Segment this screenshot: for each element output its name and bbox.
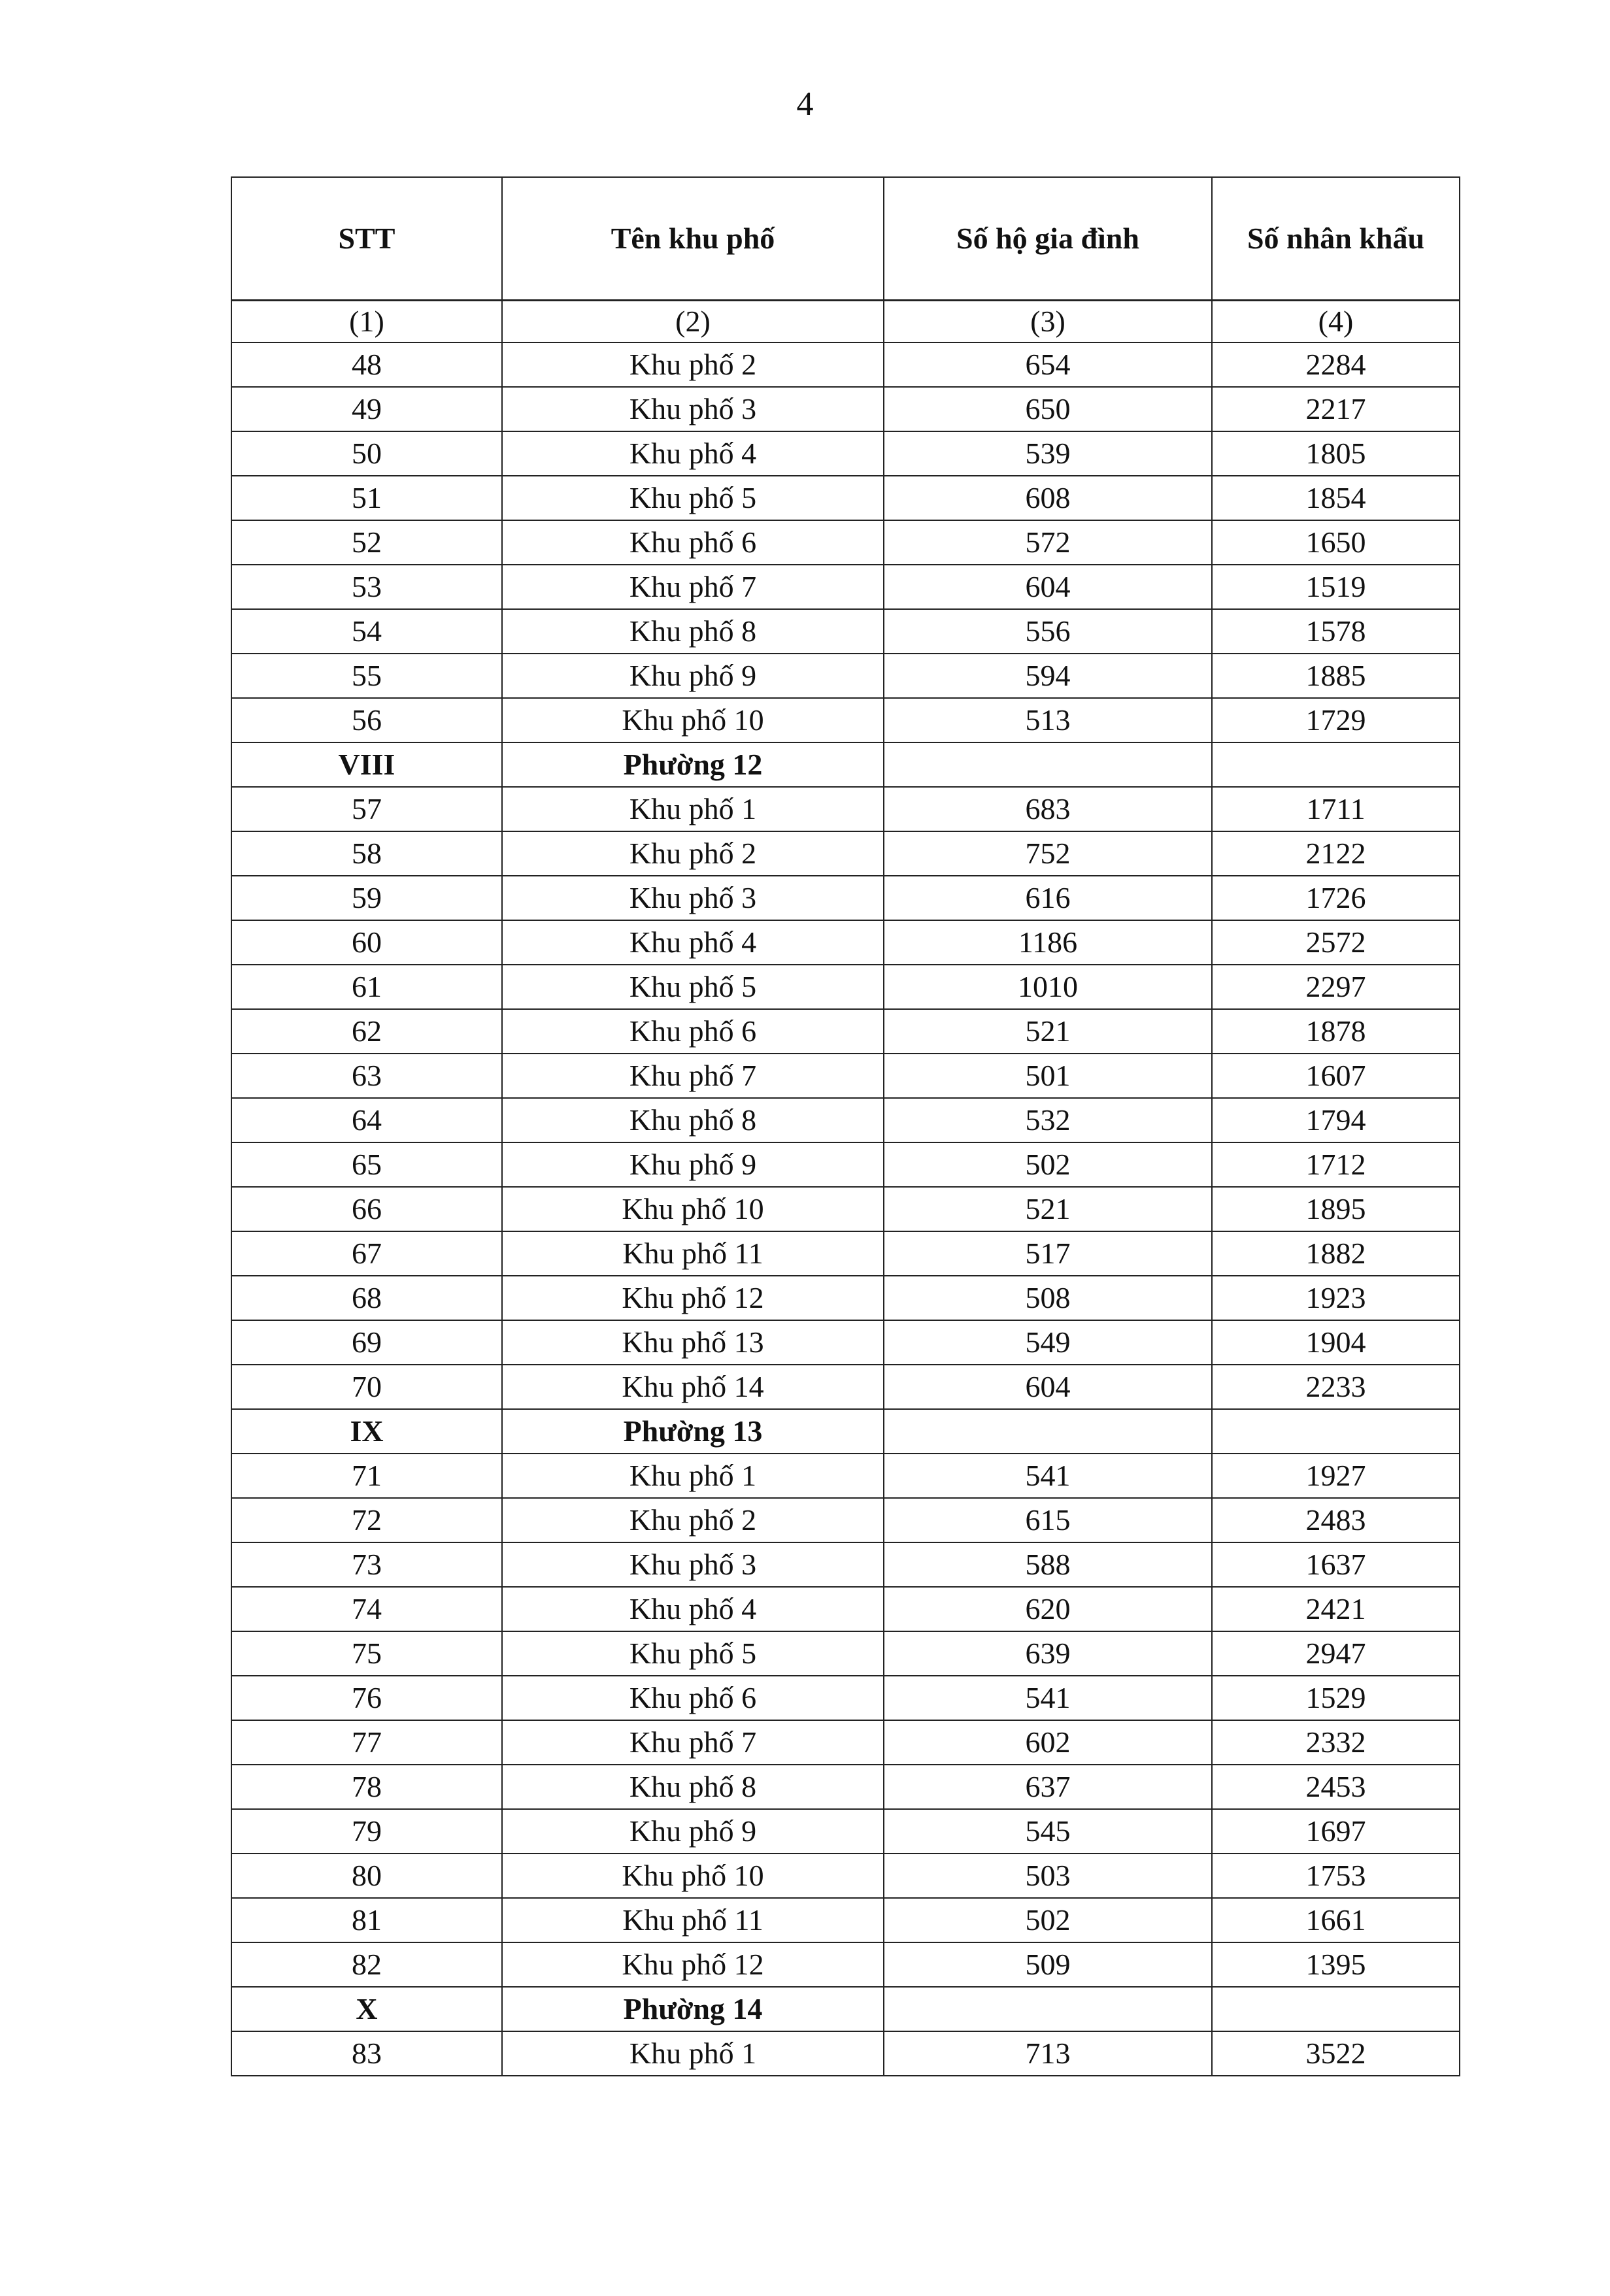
cell-stt: 74	[231, 1587, 502, 1631]
cell-name: Khu phố 9	[502, 1809, 884, 1854]
cell-households: 541	[884, 1454, 1212, 1498]
table-row	[231, 1142, 1460, 1187]
table-row	[231, 520, 1460, 565]
cell-people: 1753	[1212, 1854, 1460, 1898]
cell-households: 521	[884, 1009, 1212, 1054]
cell-stt: 57	[231, 787, 502, 831]
cell-people: 1854	[1212, 476, 1460, 520]
cell-stt: 82	[231, 1942, 502, 1987]
cell-people: 1529	[1212, 1676, 1460, 1720]
table-row	[231, 1809, 1460, 1854]
cell-name: Khu phố 1	[502, 1454, 884, 1498]
cell-households: 541	[884, 1676, 1212, 1720]
cell-name: Phường 14	[502, 1987, 884, 2031]
table-row	[231, 1720, 1460, 1765]
table-row	[231, 1765, 1460, 1809]
table-row	[231, 698, 1460, 742]
cell-name: Khu phố 1	[502, 787, 884, 831]
cell-stt: 79	[231, 1809, 502, 1854]
cell-name: Khu phố 12	[502, 1942, 884, 1987]
table-row	[231, 1898, 1460, 1942]
cell-people: 1895	[1212, 1187, 1460, 1231]
cell-stt: 63	[231, 1054, 502, 1098]
cell-households: 1186	[884, 920, 1212, 965]
cell-people: 1637	[1212, 1542, 1460, 1587]
cell-people: 1805	[1212, 431, 1460, 476]
cell-stt: 80	[231, 1854, 502, 1898]
cell-households: 513	[884, 698, 1212, 742]
cell-people: 1607	[1212, 1054, 1460, 1098]
table-row	[231, 1009, 1460, 1054]
header-stt: STT	[231, 177, 502, 301]
cell-people: 2122	[1212, 831, 1460, 876]
cell-households: 620	[884, 1587, 1212, 1631]
cell-stt: 60	[231, 920, 502, 965]
cell-stt: X	[231, 1987, 502, 2031]
cell-households: 604	[884, 1365, 1212, 1409]
cell-stt: 49	[231, 387, 502, 431]
header-row	[231, 177, 1460, 301]
table-row	[231, 1854, 1460, 1898]
table-row	[231, 1187, 1460, 1231]
cell-households: 532	[884, 1098, 1212, 1142]
cell-people: 2284	[1212, 342, 1460, 387]
cell-people	[1212, 742, 1460, 787]
cell-stt: 64	[231, 1098, 502, 1142]
cell-stt: 81	[231, 1898, 502, 1942]
cell-households: 654	[884, 342, 1212, 387]
cell-people: 2421	[1212, 1587, 1460, 1631]
cell-name: Khu phố 3	[502, 387, 884, 431]
cell-name: Khu phố 3	[502, 876, 884, 920]
cell-name: Khu phố 9	[502, 1142, 884, 1187]
cell-households: 508	[884, 1276, 1212, 1320]
table-row	[231, 1676, 1460, 1720]
column-index-row	[231, 301, 1460, 343]
cell-households: 616	[884, 876, 1212, 920]
cell-people: 1923	[1212, 1276, 1460, 1320]
cell-name: Khu phố 5	[502, 1631, 884, 1676]
cell-people: 2297	[1212, 965, 1460, 1009]
table-row	[231, 1942, 1460, 1987]
cell-people: 2572	[1212, 920, 1460, 965]
cell-people: 1885	[1212, 654, 1460, 698]
cell-people: 1578	[1212, 609, 1460, 654]
cell-name: Khu phố 14	[502, 1365, 884, 1409]
table-row	[231, 1498, 1460, 1542]
cell-name: Khu phố 6	[502, 1009, 884, 1054]
cell-stt: 65	[231, 1142, 502, 1187]
cell-name: Khu phố 6	[502, 1676, 884, 1720]
cell-households	[884, 1409, 1212, 1454]
cell-people: 1711	[1212, 787, 1460, 831]
cell-households: 549	[884, 1320, 1212, 1365]
table-row	[231, 1098, 1460, 1142]
cell-people: 2233	[1212, 1365, 1460, 1409]
table-row	[231, 654, 1460, 698]
cell-people: 1904	[1212, 1320, 1460, 1365]
table-body	[231, 342, 1460, 2076]
cell-households: 556	[884, 609, 1212, 654]
cell-households: 639	[884, 1631, 1212, 1676]
cell-name: Phường 13	[502, 1409, 884, 1454]
cell-name: Khu phố 1	[502, 2031, 884, 2076]
table-row	[231, 1454, 1460, 1498]
cell-stt: 68	[231, 1276, 502, 1320]
cell-stt: 56	[231, 698, 502, 742]
table-row	[231, 609, 1460, 654]
cell-name: Khu phố 2	[502, 1498, 884, 1542]
population-table	[231, 176, 1460, 2076]
cell-name: Khu phố 4	[502, 431, 884, 476]
cell-people: 1882	[1212, 1231, 1460, 1276]
cell-stt: 69	[231, 1320, 502, 1365]
cell-households: 539	[884, 431, 1212, 476]
table-row	[231, 387, 1460, 431]
cell-name: Khu phố 4	[502, 1587, 884, 1631]
cell-households: 637	[884, 1765, 1212, 1809]
cell-people: 1878	[1212, 1009, 1460, 1054]
cell-people: 1519	[1212, 565, 1460, 609]
table-row	[231, 787, 1460, 831]
cell-stt: 59	[231, 876, 502, 920]
cell-stt: 51	[231, 476, 502, 520]
table-row	[231, 1276, 1460, 1320]
cell-people: 1712	[1212, 1142, 1460, 1187]
cell-households: 752	[884, 831, 1212, 876]
cell-name: Khu phố 4	[502, 920, 884, 965]
cell-people: 1726	[1212, 876, 1460, 920]
cell-name: Khu phố 7	[502, 1054, 884, 1098]
cell-name: Khu phố 8	[502, 609, 884, 654]
cell-name: Khu phố 5	[502, 476, 884, 520]
cell-name: Khu phố 7	[502, 565, 884, 609]
cell-households: 713	[884, 2031, 1212, 2076]
cell-people	[1212, 1409, 1460, 1454]
column-index: (1)	[231, 301, 502, 343]
cell-name: Khu phố 2	[502, 831, 884, 876]
cell-households: 572	[884, 520, 1212, 565]
cell-people: 3522	[1212, 2031, 1460, 2076]
cell-people: 2483	[1212, 1498, 1460, 1542]
cell-name: Khu phố 10	[502, 698, 884, 742]
cell-name: Khu phố 11	[502, 1231, 884, 1276]
cell-stt: 62	[231, 1009, 502, 1054]
cell-name: Khu phố 11	[502, 1898, 884, 1942]
table-row	[231, 1054, 1460, 1098]
table-row	[231, 920, 1460, 965]
cell-people: 1650	[1212, 520, 1460, 565]
cell-name: Khu phố 8	[502, 1098, 884, 1142]
cell-name: Khu phố 6	[502, 520, 884, 565]
column-index: (3)	[884, 301, 1212, 343]
cell-name: Khu phố 10	[502, 1187, 884, 1231]
cell-stt: 70	[231, 1365, 502, 1409]
cell-households: 594	[884, 654, 1212, 698]
cell-stt: 67	[231, 1231, 502, 1276]
cell-stt: 54	[231, 609, 502, 654]
cell-people: 2453	[1212, 1765, 1460, 1809]
cell-households: 545	[884, 1809, 1212, 1854]
cell-stt: 61	[231, 965, 502, 1009]
cell-households: 650	[884, 387, 1212, 431]
cell-stt: 77	[231, 1720, 502, 1765]
cell-households: 503	[884, 1854, 1212, 1898]
cell-people	[1212, 1987, 1460, 2031]
cell-name: Khu phố 2	[502, 342, 884, 387]
table-row	[231, 476, 1460, 520]
cell-people: 2947	[1212, 1631, 1460, 1676]
header-households: Số hộ gia đình	[884, 177, 1212, 301]
table-row	[231, 1631, 1460, 1676]
cell-stt: 52	[231, 520, 502, 565]
cell-name: Khu phố 12	[502, 1276, 884, 1320]
cell-households: 602	[884, 1720, 1212, 1765]
column-index: (4)	[1212, 301, 1460, 343]
cell-households: 517	[884, 1231, 1212, 1276]
cell-households	[884, 742, 1212, 787]
cell-stt: IX	[231, 1409, 502, 1454]
table-row	[231, 831, 1460, 876]
section-row	[231, 742, 1460, 787]
cell-households: 509	[884, 1942, 1212, 1987]
cell-stt: 83	[231, 2031, 502, 2076]
table-row	[231, 342, 1460, 387]
cell-households: 502	[884, 1898, 1212, 1942]
section-row	[231, 1987, 1460, 2031]
cell-households: 521	[884, 1187, 1212, 1231]
cell-households	[884, 1987, 1212, 2031]
header-people: Số nhân khẩu	[1212, 177, 1460, 301]
cell-households: 588	[884, 1542, 1212, 1587]
cell-households: 1010	[884, 965, 1212, 1009]
table-row	[231, 1542, 1460, 1587]
cell-name: Phường 12	[502, 742, 884, 787]
table-row	[231, 1320, 1460, 1365]
table-row	[231, 965, 1460, 1009]
cell-people: 2217	[1212, 387, 1460, 431]
section-row	[231, 1409, 1460, 1454]
cell-name: Khu phố 10	[502, 1854, 884, 1898]
header-ward-name: Tên khu phố	[502, 177, 884, 301]
cell-stt: 76	[231, 1676, 502, 1720]
cell-stt: 50	[231, 431, 502, 476]
cell-people: 1794	[1212, 1098, 1460, 1142]
cell-stt: 72	[231, 1498, 502, 1542]
cell-stt: 55	[231, 654, 502, 698]
table-row	[231, 431, 1460, 476]
cell-households: 608	[884, 476, 1212, 520]
cell-stt: 73	[231, 1542, 502, 1587]
cell-stt: 78	[231, 1765, 502, 1809]
cell-people: 1661	[1212, 1898, 1460, 1942]
cell-people: 1927	[1212, 1454, 1460, 1498]
cell-people: 2332	[1212, 1720, 1460, 1765]
table-row	[231, 1365, 1460, 1409]
cell-name: Khu phố 9	[502, 654, 884, 698]
table-row	[231, 1587, 1460, 1631]
table-row	[231, 565, 1460, 609]
cell-name: Khu phố 3	[502, 1542, 884, 1587]
cell-households: 683	[884, 787, 1212, 831]
cell-name: Khu phố 7	[502, 1720, 884, 1765]
cell-people: 1395	[1212, 1942, 1460, 1987]
cell-name: Khu phố 13	[502, 1320, 884, 1365]
cell-households: 501	[884, 1054, 1212, 1098]
cell-people: 1697	[1212, 1809, 1460, 1854]
cell-stt: 75	[231, 1631, 502, 1676]
cell-people: 1729	[1212, 698, 1460, 742]
cell-households: 502	[884, 1142, 1212, 1187]
cell-households: 604	[884, 565, 1212, 609]
table-row	[231, 2031, 1460, 2076]
cell-stt: 53	[231, 565, 502, 609]
cell-name: Khu phố 8	[502, 1765, 884, 1809]
cell-stt: VIII	[231, 742, 502, 787]
cell-stt: 58	[231, 831, 502, 876]
population-table-container	[231, 176, 1459, 2076]
cell-households: 615	[884, 1498, 1212, 1542]
table-row	[231, 1231, 1460, 1276]
cell-name: Khu phố 5	[502, 965, 884, 1009]
page-number: 4	[796, 86, 814, 123]
cell-stt: 48	[231, 342, 502, 387]
cell-stt: 66	[231, 1187, 502, 1231]
table-row	[231, 876, 1460, 920]
table-header	[231, 177, 1460, 342]
cell-stt: 71	[231, 1454, 502, 1498]
column-index: (2)	[502, 301, 884, 343]
